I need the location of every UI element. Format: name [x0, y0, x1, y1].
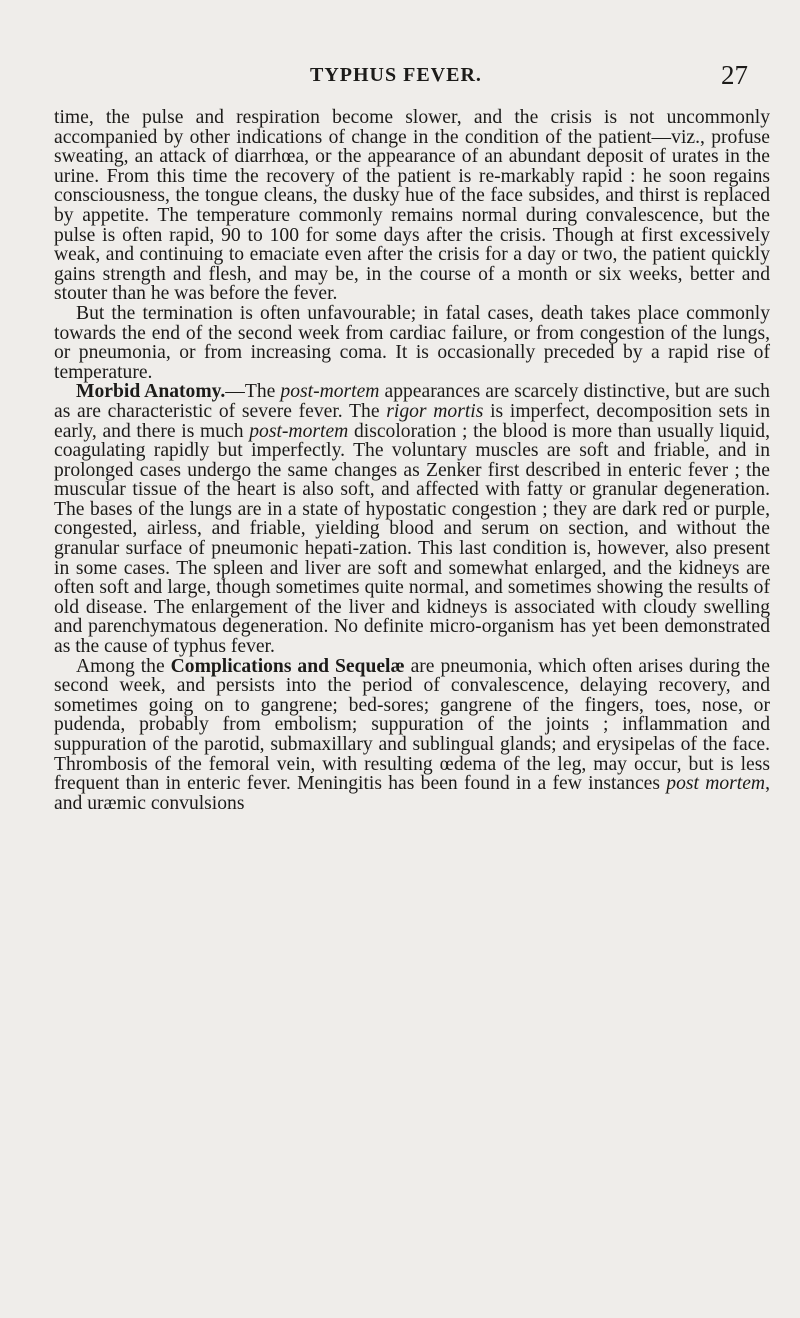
page-number: 27: [721, 60, 748, 90]
italic-term: rigor mortis: [386, 400, 484, 422]
italic-term: post mortem: [666, 773, 766, 795]
italic-term: post-mortem: [280, 381, 380, 403]
paragraph-morbid-anatomy: [54, 382, 770, 656]
running-head: [0, 60, 800, 100]
paragraph-crisis-recovery: time, the pulse and respiration become slower, and the crisis is not uncommonly accompanied by other indications of change in the condition of the patient—viz., profuse sweating, an attack of diarrhœa, or the appearance of an abundant deposit of urates in the urine. From this time the recovery of the patient is re-markably rapid : he soon regains consciousness, the tongue cleans, the dusky hue of the face subsides, and thirst is replaced by appetite. The temperature commonly remains normal during convalescence, but the pulse is often rapid, 90 to 100 for some days after the crisis. Though at first excessively weak, and continuing to emaciate even after the crisis for a day or two, the patient quickly gains strength and flesh, and may be, in the course of a month or six weeks, better and stouter than he was before the fever.: [54, 107, 770, 305]
paragraph-complications: [54, 657, 770, 814]
text-run: discoloration ; the blood is more than usually liquid, coagulating rapidly but imperfectly. The voluntary muscles are soft and friable, and in prolonged cases undergo the same changes as Zenker first described in enteric fever ; the muscular tissue of the heart is also soft, and affected with fatty or granular degeneration. The bases of the lungs are in a state of hypostatic congestion ; they are dark red or purple, congested, airless, and friable, yielding blood and serum on section, and without the granular surface of pneumonic hepati-zation. This last condition is, however, also present in some cases. The spleen and liver are soft and somewhat enlarged, and the kidneys are often soft and large, though sometimes quite normal, and sometimes showing the results of old disease. The enlargement of the liver and kidneys is associated with cloudy swelling and parenchymatous degeneration. No definite micro-organism has yet been demonstrated as the cause of typhus fever.: [54, 420, 771, 658]
text-run: appearances are scarcely distinctive, but are such as are characteristic of severe fever. The: [54, 381, 770, 422]
italic-term: post-mortem: [249, 420, 349, 442]
running-title: TYPHUS FEVER.: [310, 64, 482, 86]
text-run: Among the: [76, 655, 171, 677]
section-heading-morbid-anatomy: Morbid Anatomy.: [76, 381, 226, 403]
paragraph-unfavourable-termination: But the termination is often unfavourable; in fatal cases, death takes place commonly towards the end of the second week from cardiac failure, or from congestion of the lungs, or pneumonia, or from increasing coma. It is occasionally preceded by a rapid rise of temperature.: [54, 302, 770, 383]
text-run: are pneumonia, which often arises during the second week, and persists into the period of convalescence, delaying recovery, and sometimes going on to gangrene; bed-sores; gangrene of the fingers, toes, nose, or pudenda, probably from embolism; suppuration of the joints ; inflammation and suppuration of the parotid, submaxillary and sublingual glands; and erysipelas of the face. Thrombosis of the femoral vein, with resulting œdema of the leg, may occur, but is less frequent than in enteric fever. Meningitis has been found in a few instances: [54, 655, 771, 795]
section-heading-complications: Complications and Sequelæ: [170, 655, 405, 677]
text-run: —The: [225, 381, 281, 403]
text-run: , and uræmic convulsions: [54, 773, 770, 814]
body-text: [54, 108, 770, 813]
text-run: is imperfect, decomposition sets in early, and there is much: [54, 400, 771, 442]
